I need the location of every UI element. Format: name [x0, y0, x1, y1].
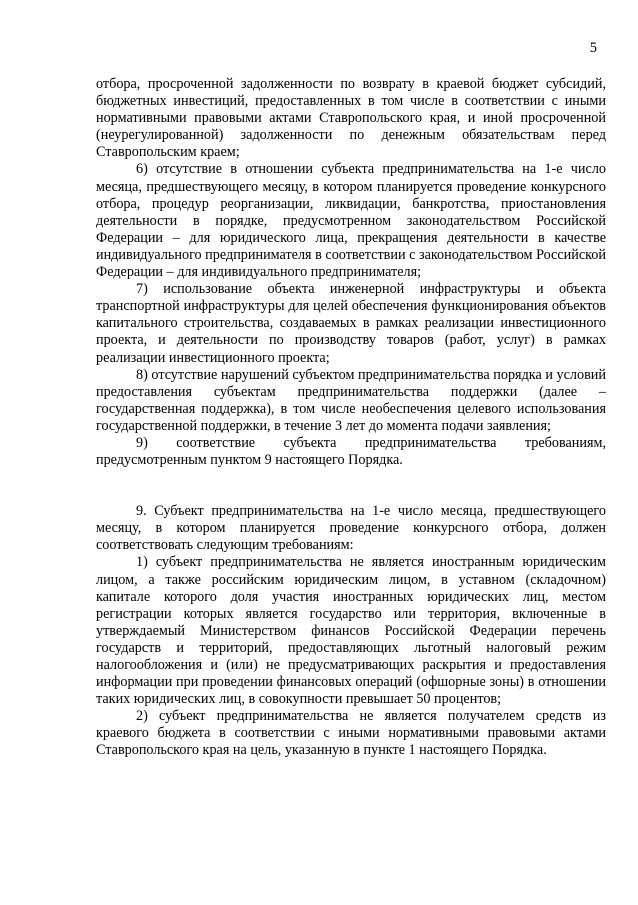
paragraph-item-6: 6) отсутствие в отношении субъекта предпринимательства на 1-е число месяца, предшествующего месяцу, в котором планируется проведение конкурсного отбора, процедур реорганизации, ликвидации, банкротства, приостановления деятельности в порядке, предусмотренном законодательством Российской Федерации – для юридического лица, прекращения деятельности в качестве индивидуального предпринимателя в соответствии с законодательством Российской Федерации – для индивидуального предпринимателя; [96, 161, 606, 281]
paragraph-item-7: 7) использование объекта инженерной инфраструктуры и объекта транспортной инфраструктуры для целей обеспечения функционирования объектов капитального строительства, создаваемых в рамках реализации инвестиционного проекта, и деятельности по производству товаров (работ, услуг) в рамках реализации инвестиционного проекта; [96, 281, 606, 366]
paragraph-item-8: 8) отсутствие нарушений субъектом предпринимательства порядка и условий предоставления субъектам предпринимательства поддержки (далее – государственная поддержка), в том числе необеспечения целевого использования государственной поддержки, в течение 3 лет до момента подачи заявления; [96, 366, 606, 434]
paragraph-requirement-2: 2) субъект предпринимательства не является получателем средств из краевого бюджета в соответствии с иными нормативными правовыми актами Ставропольского края на цель, указанную в пункте 1 настоящего Порядка. [96, 708, 606, 759]
document-body [96, 76, 606, 760]
paragraph-continuation: отбора, просроченной задолженности по возврату в краевой бюджет субсидий, бюджетных инвестиций, предоставленных в том числе в соответствии с иными нормативными правовыми актами Ставропольского края, и иной просроченной (неурегулированной) задолженности по денежным обязательствам перед Ставропольским краем; [96, 76, 606, 161]
page-number: 5 [589, 40, 597, 56]
paragraph-requirement-1: 1) субъект предпринимательства не является иностранным юридическим лицом, а также российским юридическим лицом, в уставном (складочном) капитале которого доля участия иностранных юридических лиц, местом регистрации которых является государство или территория, включенные в утверждаемый Министерством финансов Российской Федерации перечень государств и территорий, предоставляющих льготный налоговый режим налогообложения и (или) не предусматривающих раскрытия и предоставления информации при проведении финансовых операций (офшорные зоны) в отношении таких юридических лиц, в совокупности превышает 50 процентов; [96, 554, 606, 708]
paragraph-item-9: 9) соответствие субъекта предпринимательства требованиям, предусмотренным пунктом 9 настоящего Порядка. [96, 434, 606, 469]
paragraph-section-9: 9. Субъект предпринимательства на 1-е число месяца, предшествующего месяцу, в котором планируется проведение конкурсного отбора, должен соответствовать следующим требованиям: [96, 503, 606, 554]
